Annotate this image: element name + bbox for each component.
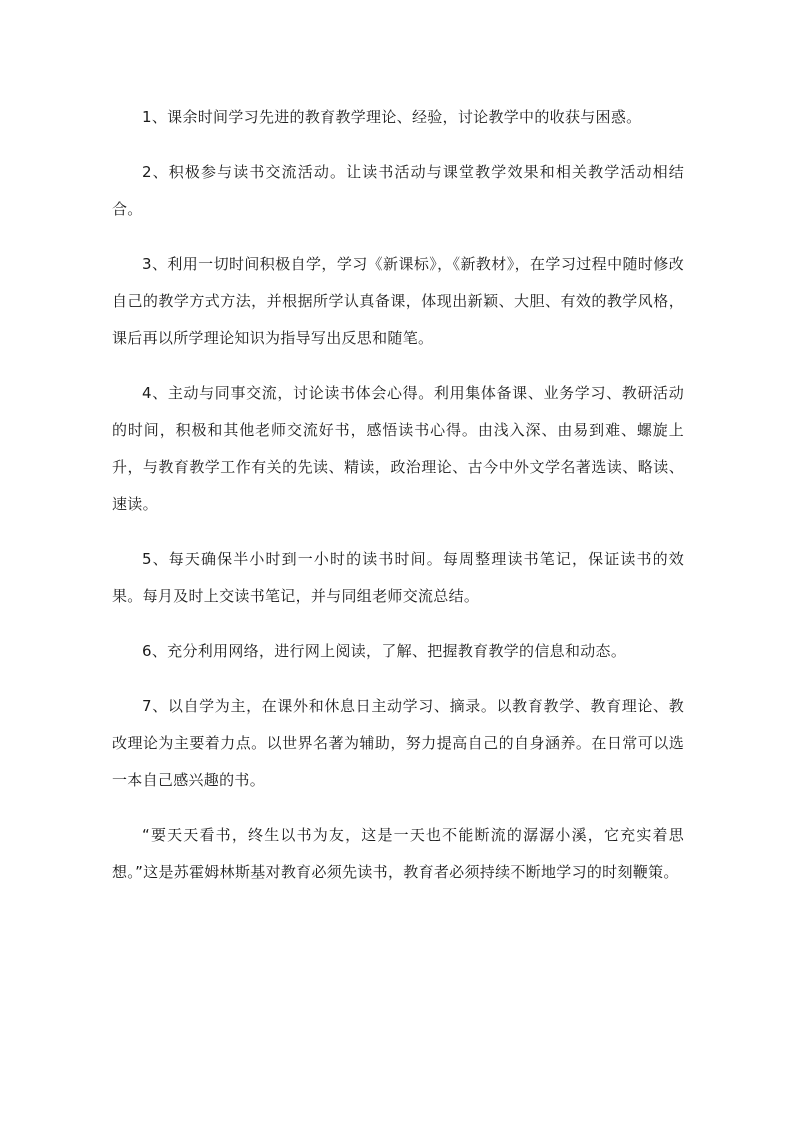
paragraph-6: 6、充分利用网络，进行网上阅读，了解、把握教育教学的信息和动态。	[142, 642, 627, 660]
document-body	[112, 99, 684, 909]
paragraph-2: 2、积极参与读书交流活动。让读书活动与课堂教学效果和相关教学活动相结合。	[112, 163, 684, 218]
paragraph-5: 5、每天确保半小时到一小时的读书时间。每周整理读书笔记，保证读书的效果。每月及时上交读书笔记，并与同组老师交流总结。	[112, 550, 684, 605]
closing-quote-paragraph: “要天天看书，终生以书为友，这是一天也不能断流的潺潺小溪，它充实着思想。”这是苏霍姆林斯基对教育必须先读书，教育者必须持续不断地学习的时刻鞭策。	[112, 826, 684, 881]
paragraph-3: 3、利用一切时间积极自学，学习《新课标》，《新教材》，在学习过程中随时修改自己的教学方式方法，并根据所学认真备课，体现出新颖、大胆、有效的教学风格，课后再以所学理论知识为指导写出反思和随笔。	[112, 255, 684, 347]
paragraph-1: 1、课余时间学习先进的教育教学理论、经验，讨论教学中的收获与困惑。	[142, 108, 642, 126]
paragraph-4: 4、主动与同事交流，讨论读书体会心得。利用集体备课、业务学习、教研活动的时间，积极和其他老师交流好书，感悟读书心得。由浅入深、由易到难、螺旋上升，与教育教学工作有关的先读、精读，政治理论、古今中外文学名著选读、略读、速读。	[112, 384, 684, 513]
paragraph-7: 7、以自学为主，在课外和休息日主动学习、摘录。以教育教学、教育理论、教改理论为主要着力点。以世界名著为辅助，努力提高自己的自身涵养。在日常可以选一本自己感兴趣的书。	[112, 697, 684, 789]
